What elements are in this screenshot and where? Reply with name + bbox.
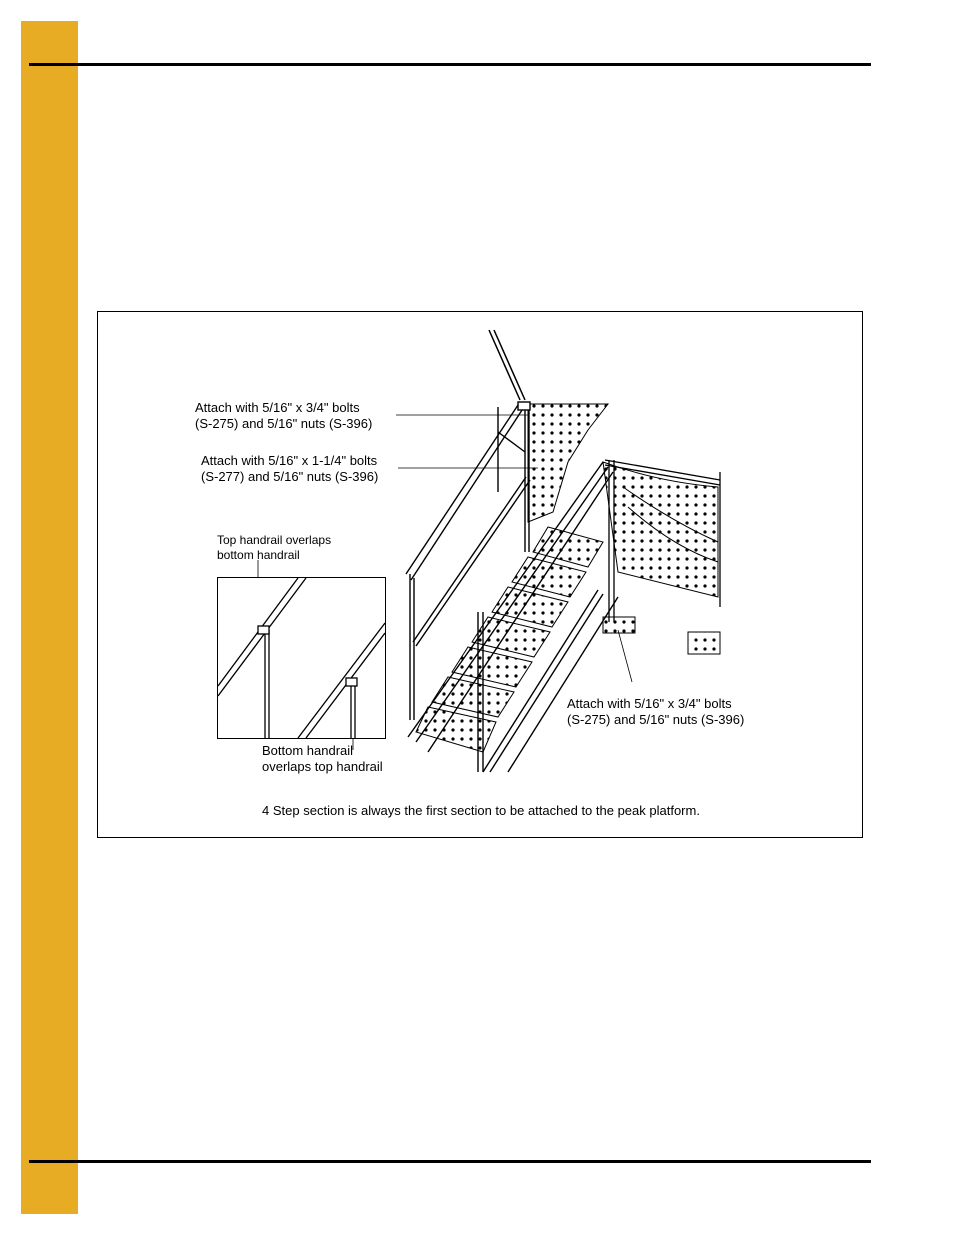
handrail-overlap-drawing	[218, 578, 385, 738]
figure-caption: 4 Step section is always the first section to be attached to the peak platform.	[262, 803, 700, 818]
callout-top-bolts-line1: Attach with 5/16" x 3/4" bolts	[195, 400, 360, 415]
callout-top-bolts	[195, 400, 372, 432]
callout-overlap-bottom	[262, 743, 383, 775]
bracket-plates	[603, 617, 720, 654]
upper-handrail	[489, 330, 525, 400]
footer-rule	[29, 1160, 871, 1163]
side-tab	[21, 21, 78, 1214]
callout-lower-bolts	[567, 696, 744, 728]
callout-overlap-top-line1: Top handrail overlaps	[217, 533, 332, 547]
callout-lower-bolts-line2: (S-275) and 5/16" nuts (S-396)	[567, 712, 745, 727]
callout-overlap-bottom-line1: Bottom handrail	[262, 743, 354, 758]
callout-overlap-top	[217, 533, 331, 563]
callout-overlap-bottom-line2: overlaps top handrail	[262, 759, 383, 774]
figure-frame	[97, 311, 863, 838]
callout-mid-bolts-line1: Attach with 5/16" x 1-1/4" bolts	[201, 453, 378, 468]
callout-overlap-top-line2: bottom handrail	[217, 548, 300, 562]
header-rule	[29, 63, 871, 66]
handrail-overlap-detail	[217, 577, 386, 739]
callout-lower-bolts-line1: Attach with 5/16" x 3/4" bolts	[567, 696, 732, 711]
callout-top-bolts-line2: (S-275) and 5/16" nuts (S-396)	[195, 416, 373, 431]
callout-mid-bolts-line2: (S-277) and 5/16" nuts (S-396)	[201, 469, 379, 484]
callout-mid-bolts	[201, 453, 378, 485]
stair-drawing	[98, 312, 862, 837]
